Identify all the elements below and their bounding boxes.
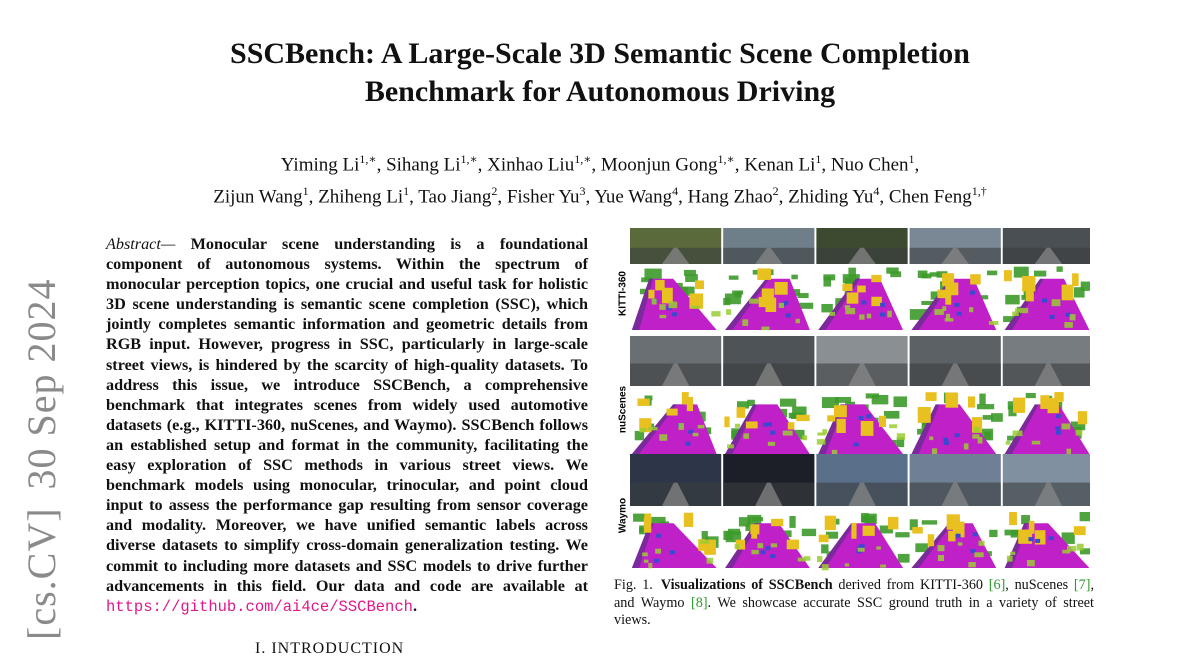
line1-affiliation-4: 1 — [815, 152, 822, 166]
camera-image — [1003, 228, 1090, 264]
line2-affiliation-4: 4 — [672, 184, 679, 199]
line2-affiliation-3: 3 — [579, 184, 586, 199]
arxiv-stamp — [19, 260, 64, 640]
author-separator: , — [914, 154, 920, 176]
author-separator: , — [778, 186, 789, 208]
author-separator: , — [678, 186, 688, 208]
camera-image — [723, 336, 814, 386]
caption-text-1: derived from KITTI-360 — [832, 577, 989, 593]
camera-image — [723, 454, 814, 506]
line2-affiliation-2: 2 — [491, 184, 498, 199]
citation-ref-7[interactable]: [7] — [1073, 577, 1091, 593]
author-separator: , — [376, 154, 387, 176]
line2-author-3: Fisher Yu — [506, 186, 580, 208]
line2-author-6: Zhiding Yu — [788, 186, 874, 208]
semantic-voxel-view — [630, 266, 721, 330]
camera-image — [630, 454, 721, 506]
semantic-voxel-view — [723, 512, 816, 568]
caption-text-4: . We showcase accurate SSC ground truth in a variety of street views. — [614, 594, 1094, 628]
camera-image — [630, 336, 721, 386]
camera-image — [816, 336, 907, 386]
row-label-waymo: Waymo — [617, 497, 629, 534]
line1-author-5: Nuo Chen — [830, 154, 909, 176]
line1-author-3: Moonjun Gong — [600, 154, 718, 176]
semantic-voxel-view — [1003, 266, 1090, 330]
figure-1 — [610, 228, 1090, 573]
line1-affiliation-3: 1,∗ — [717, 152, 735, 166]
camera-image — [910, 228, 1001, 264]
camera-image — [723, 228, 814, 264]
author-separator: , — [585, 186, 595, 208]
semantic-voxel-view — [910, 392, 1009, 455]
line1-affiliation-1: 1,∗ — [460, 152, 478, 166]
semantic-voxel-view — [910, 512, 1001, 568]
semantic-voxel-view — [630, 512, 721, 568]
paper-title — [100, 35, 1100, 111]
author-list — [80, 146, 1120, 211]
author-separator: , — [308, 186, 319, 208]
title-line-1: SSCBench: A Large-Scale 3D Semantic Scene Completion — [230, 37, 970, 70]
abstract-lead: Abstract— — [106, 235, 176, 253]
caption-label: Fig. 1. — [614, 577, 653, 593]
line1-author-1: Sihang Li — [386, 154, 461, 176]
semantic-voxel-view — [630, 392, 721, 454]
line2-author-4: Yue Wang — [594, 186, 673, 208]
author-separator: , — [821, 154, 831, 176]
camera-image — [816, 228, 907, 264]
author-separator: , — [591, 154, 601, 176]
figure-image — [610, 228, 1090, 573]
line2-author-5: Hang Zhao — [687, 186, 773, 208]
line2-author-7: Chen Feng — [888, 186, 972, 208]
semantic-voxel-view — [816, 392, 907, 457]
semantic-voxel-view — [723, 392, 814, 454]
line2-author-1: Zhiheng Li — [318, 186, 404, 208]
title-line-2: Benchmark for Autonomous Driving — [364, 75, 836, 108]
line1-author-0: Yiming Li — [280, 154, 360, 176]
abstract-end: . — [412, 596, 417, 615]
author-separator: , — [497, 186, 507, 208]
author-separator: , — [477, 154, 488, 176]
line2-affiliation-0: 1 — [302, 184, 309, 199]
line1-author-2: Xinhao Liu — [487, 154, 575, 176]
abstract — [106, 234, 588, 617]
line2-affiliation-6: 4 — [873, 184, 880, 199]
row-label-nuscenes: nuScenes — [617, 385, 629, 434]
semantic-voxel-view — [1003, 392, 1090, 455]
camera-image — [910, 454, 1001, 506]
semantic-voxel-view — [816, 266, 907, 330]
author-line-2 — [80, 178, 1120, 210]
line1-affiliation-0: 1,∗ — [359, 152, 377, 166]
line1-author-4: Kenan Li — [744, 154, 816, 176]
code-link[interactable]: https://github.com/ai4ce/SSCBench — [106, 597, 413, 616]
semantic-voxel-view — [723, 266, 814, 330]
line1-affiliation-5: 1 — [908, 152, 915, 166]
section-heading: I. INTRODUCTION — [255, 640, 405, 657]
arxiv-category: [cs.CV] — [19, 507, 64, 640]
citation-ref-6[interactable]: [6] — [988, 577, 1006, 593]
camera-image — [630, 228, 721, 264]
author-line-1 — [80, 146, 1120, 178]
caption-title: Visualizations of SSCBench — [660, 577, 833, 593]
camera-image — [910, 336, 1001, 386]
line2-affiliation-5: 2 — [772, 184, 779, 199]
line1-affiliation-2: 1,∗ — [574, 152, 592, 166]
semantic-voxel-view — [910, 266, 1001, 330]
semantic-voxel-view — [1003, 512, 1090, 568]
author-separator: , — [734, 154, 745, 176]
abstract-body: Monocular scene understanding is a foundational component of autonomous systems. Within the spectrum of monocular perception topics, one crucial and useful task for holistic 3D scene understanding is semantic scene completion (SSC), which jointly completes semantic information and geometric details from RGB input. However, progress in SSC, particularly in large-scale street views, is hindered by the scarcity of high-quality datasets. To address this issue, we introduce SSCBench, a comprehensive benchmark that integrates scenes from widely used automotive datasets (e.g., KITTI-360, nuScenes, and Waymo). SSCBench follows an established setup and format in the community, facilitating the easy exploration of SSC methods in various street views. We benchmark models using monocular, trinocular, and point cloud input to assess the performance gap resulting from sensor coverage and modality. Moreover, we have unified semantic labels across diverse datasets to simplify cross-domain generalization testing. We commit to including more datasets and SSC models to drive further advancements in this field. Our data and code are available at — [106, 235, 588, 595]
line2-author-2: Tao Jiang — [418, 186, 492, 208]
line2-affiliation-7: 1,† — [971, 184, 987, 199]
caption-text-3: , and Waymo — [614, 577, 1094, 611]
author-separator: , — [879, 186, 889, 208]
author-separator: , — [409, 186, 419, 208]
caption-text-2: , nuScenes — [1005, 577, 1074, 593]
arxiv-date: 30 Sep 2024 — [19, 278, 64, 490]
row-label-kitti: KITTI-360 — [617, 271, 629, 317]
line2-author-0: Zijun Wang — [213, 186, 303, 208]
line2-affiliation-1: 1 — [403, 184, 410, 199]
camera-image — [816, 454, 907, 506]
semantic-voxel-view — [816, 512, 913, 570]
camera-image — [1003, 454, 1090, 506]
figure-caption — [614, 577, 1094, 630]
camera-image — [1003, 336, 1090, 386]
citation-ref-8[interactable]: [8] — [691, 594, 708, 611]
